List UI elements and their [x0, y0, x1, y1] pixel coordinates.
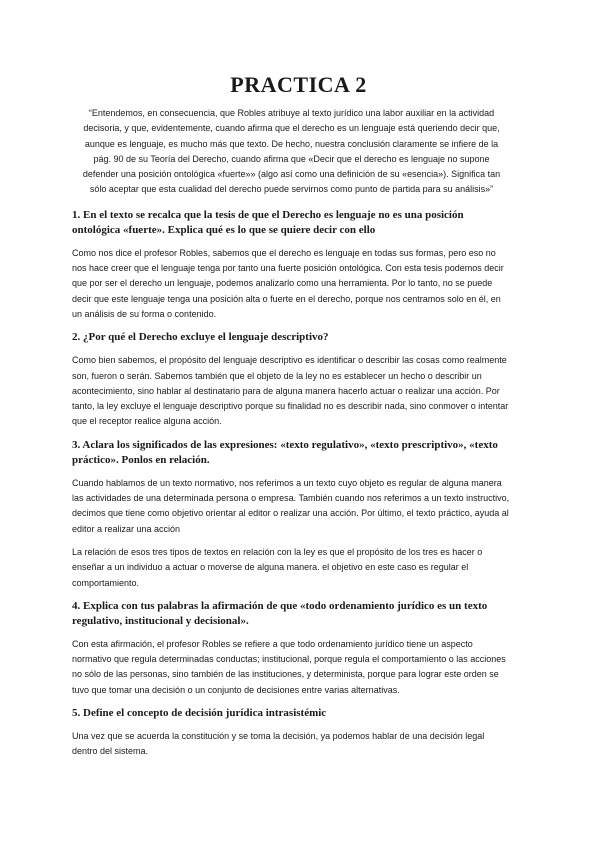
answer-paragraph: Como nos dice el profesor Robles, sabemos que el derecho es lenguaje en todas sus formas, pero eso no nos hace creer que el lenguaje tenga por tanto una fuerte posición ontológica. Con esta tesis podemos decir que por ser el derecho un lenguaje, podemos analizarlo como una herramienta. Por lo tanto, no se puede decir que este lenguaje tenga una posición alta o fuerte en el derecho, porque nos centramos solo en él, en un análisis de su forma o contenido.	[72, 247, 504, 319]
section-3	[72, 438, 511, 591]
section-2	[72, 330, 511, 429]
question-heading: 3. Aclara los significados de las expresiones: «texto regulativo», «texto prescriptivo», «texto práctico». Ponlos en relación.	[72, 438, 498, 466]
answer-paragraph: Con esta afirmación, el profesor Robles se refiere a que todo ordenamiento jurídico tiene un aspecto normativo que regula determinadas conductas; institucional, porque regula el comportamiento o las acciones no sólo de las personas, sino también de las instituciones, y determinista, porque para lograr este orden se tuvo que tomar una decisión o un conjunto de decisiones entre varias alternativas.	[72, 638, 506, 695]
question-heading: 2. ¿Por qué el Derecho excluye el lenguaje descriptivo?	[72, 331, 329, 344]
answer-paragraph: Como bien sabemos, el propósito del lenguaje descriptivo es identificar o describir las cosas como realmente son, fueron o serán. Sabemos también que el objeto de la ley no es establecer un hecho o describir un acontecimiento, sino hablar al destinatario para de alguna manera hacerlo actuar o realizar una acción. Por tanto, la ley excluye el lenguaje descriptivo porque su finalidad no es describir nada, sino conmover o intentar que el receptor realice alguna acción.	[72, 355, 509, 427]
answer-paragraph: La relación de esos tres tipos de textos en relación con la ley es que el propósito de los tres es hacer o enseñar a un individuo a actuar o moverse de alguna manera. el objetivo en este caso es regular el comportamiento.	[72, 546, 483, 588]
question-heading: 5. Define el concepto de decisión jurídica intrasistémic	[72, 707, 327, 720]
section-1	[72, 208, 511, 322]
intro-quote: “Entendemos, en consecuencia, que Robles atribuye al texto jurídico una labor auxiliar en la actividad decisoria, y que, evidentemente, cuando afirma que el derecho es un lenguaje está queriendo decir que, aunque es lenguaje, es mucho más que texto. De hecho, nuestra conclusión claramente se infiere de la pág. 90 de su Teoría del Derecho, cuando afirma que «Decir que el derecho es lenguaje no supone defender una posición ontológica «fuerte»» (algo así como una definición de su «esencia»). Significa tan sólo aceptar que esta cualidad del derecho puede servirnos como punto de partida para su análisis»”	[82, 108, 501, 195]
answer-paragraph: Una vez que se acuerda la constitución y se toma la decisión, ya podemos hablar de una decisión legal dentro del sistema.	[72, 731, 485, 757]
page-title: PRACTICA 2	[230, 72, 367, 97]
question-heading: 1. En el texto se recalca que la tesis de que el Derecho es lenguaje no es una posición ontológica «fuerte». Explica qué es lo que se quiere decir con ello	[72, 208, 464, 236]
section-5	[72, 706, 511, 760]
section-4	[72, 599, 511, 698]
question-heading: 4. Explica con tus palabras la afirmación de que «todo ordenamiento jurídico es un texto regulativo, institucional y decisional».	[72, 599, 488, 627]
answer-paragraph: Cuando hablamos de un texto normativo, nos referimos a un texto cuyo objeto es regular de alguna manera las actividades de una determinada persona o empresa. También cuando nos referimos a un texto instructivo, decimos que tiene como objetivo orientar al editor o realizar una acción. Por último, el texto práctico, ayuda al editor a realizar una acción	[72, 477, 510, 534]
